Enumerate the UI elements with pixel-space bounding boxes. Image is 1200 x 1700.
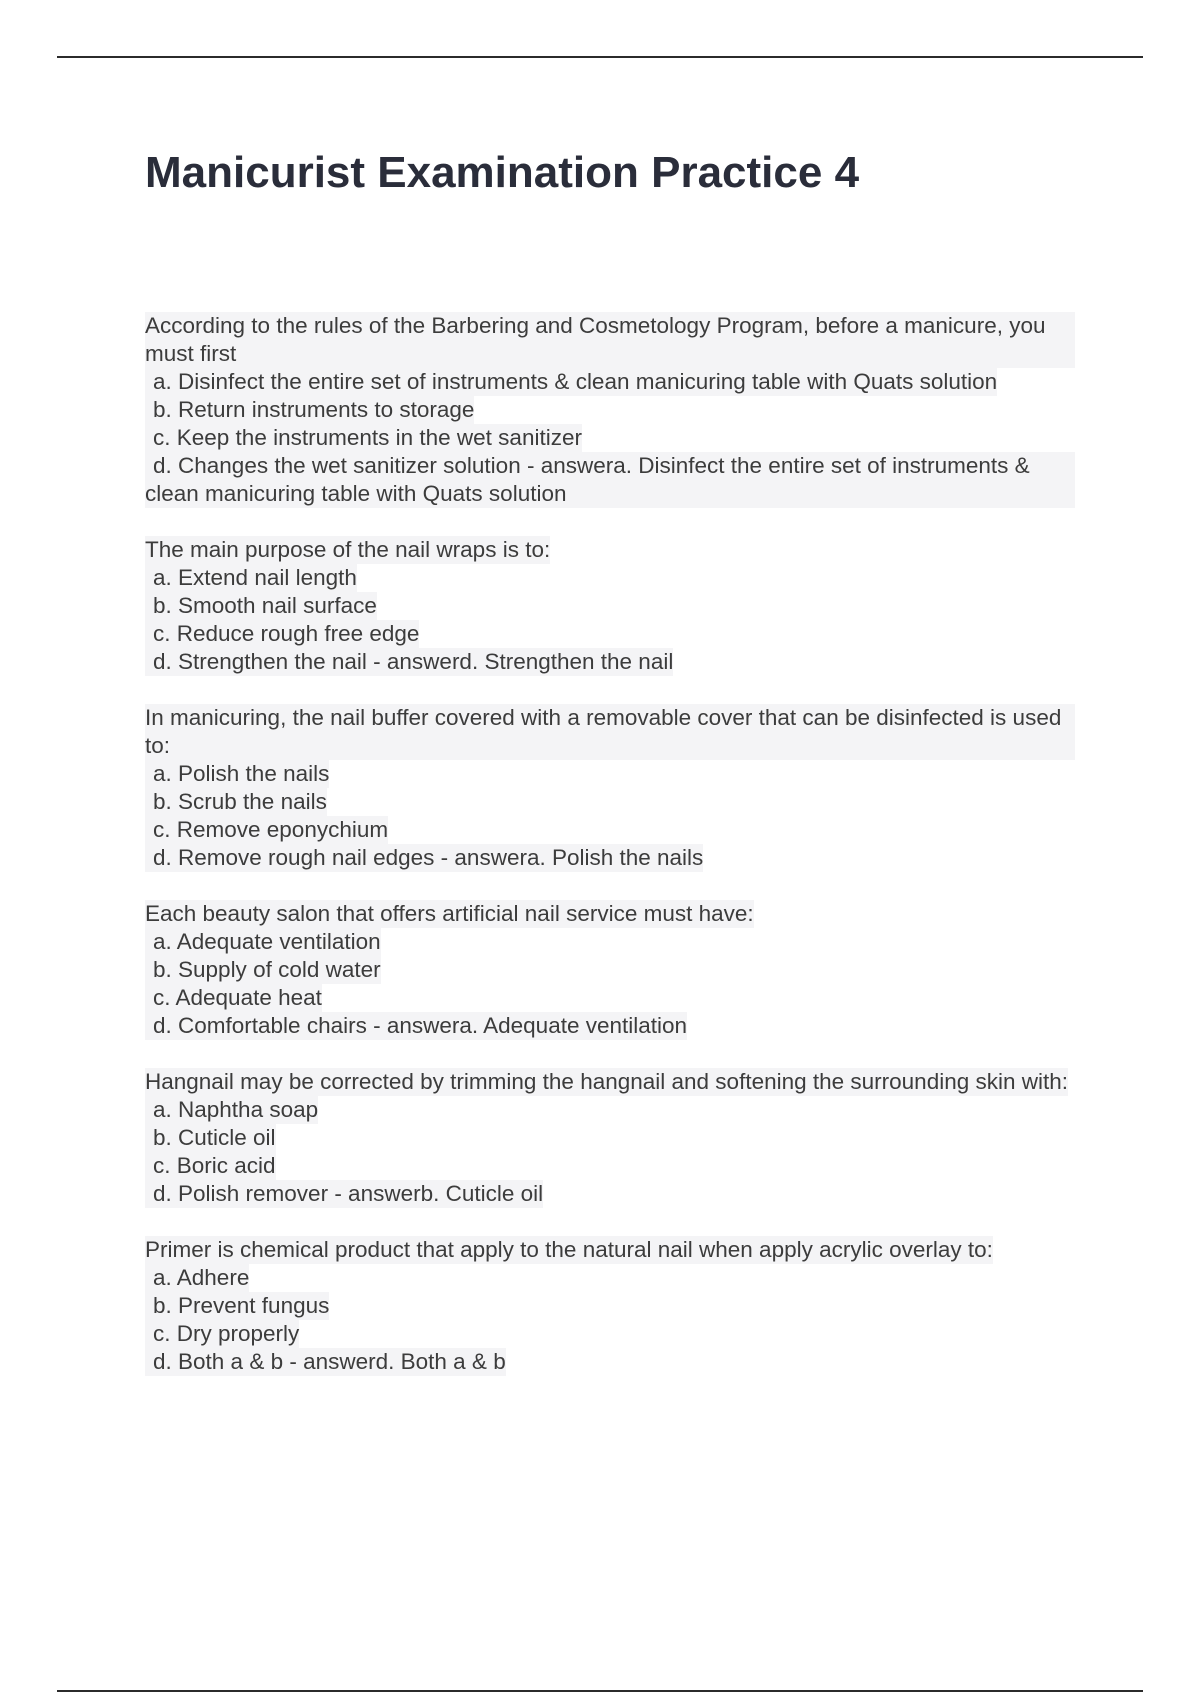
question-block [145,536,1075,676]
option-b: b. Cuticle oil [145,1124,276,1152]
option-a: a. Extend nail length [145,564,357,592]
question-block [145,1236,1075,1376]
option-a: a. Adequate ventilation [145,928,381,956]
question-stem: Primer is chemical product that apply to the natural nail when apply acrylic overlay to: [145,1237,993,1262]
option-a: a. Naphtha soap [145,1096,318,1124]
option-b: b. Smooth nail surface [145,592,377,620]
option-c: c. Boric acid [145,1152,276,1180]
page-title: Manicurist Examination Practice 4 [145,148,860,197]
option-b: b. Supply of cold water [145,956,381,984]
question-stem: In manicuring, the nail buffer covered with a removable cover that can be disinfected is used to: [145,704,1075,760]
question-stem: Each beauty salon that offers artificial nail service must have: [145,901,754,926]
question-block [145,312,1075,508]
question-stem: Hangnail may be corrected by trimming the hangnail and softening the surrounding skin with: [145,1069,1069,1094]
question-list [145,312,1075,1404]
option-b: b. Return instruments to storage [145,396,474,424]
question-stem: The main purpose of the nail wraps is to: [145,537,551,562]
option-b: b. Prevent fungus [145,1292,329,1320]
option-d-answer: d. Remove rough nail edges - answera. Polish the nails [145,844,703,872]
option-a: a. Adhere [145,1264,249,1292]
option-d-answer: d. Strengthen the nail - answerd. Strengthen the nail [145,648,673,676]
question-block [145,900,1075,1040]
question-block [145,704,1075,872]
option-d-answer: d. Comfortable chairs - answera. Adequate ventilation [145,1012,687,1040]
bottom-rule [57,1690,1143,1692]
question-stem: According to the rules of the Barbering and Cosmetology Program, before a manicure, you must first [145,312,1075,368]
option-c: c. Adequate heat [145,984,322,1012]
option-d-answer: d. Changes the wet sanitizer solution - answera. Disinfect the entire set of instruments & clean manicuring table with Quats solution [145,452,1075,508]
option-c: c. Remove eponychium [145,816,388,844]
top-rule [57,56,1143,58]
option-b: b. Scrub the nails [145,788,327,816]
option-a: a. Disinfect the entire set of instruments & clean manicuring table with Quats solution [145,368,997,396]
option-c: c. Reduce rough free edge [145,620,419,648]
option-a: a. Polish the nails [145,760,329,788]
question-block [145,1068,1075,1208]
option-d-answer: d. Polish remover - answerb. Cuticle oil [145,1180,543,1208]
option-c: c. Dry properly [145,1320,299,1348]
option-c: c. Keep the instruments in the wet sanitizer [145,424,582,452]
option-d-answer: d. Both a & b - answerd. Both a & b [145,1348,506,1376]
